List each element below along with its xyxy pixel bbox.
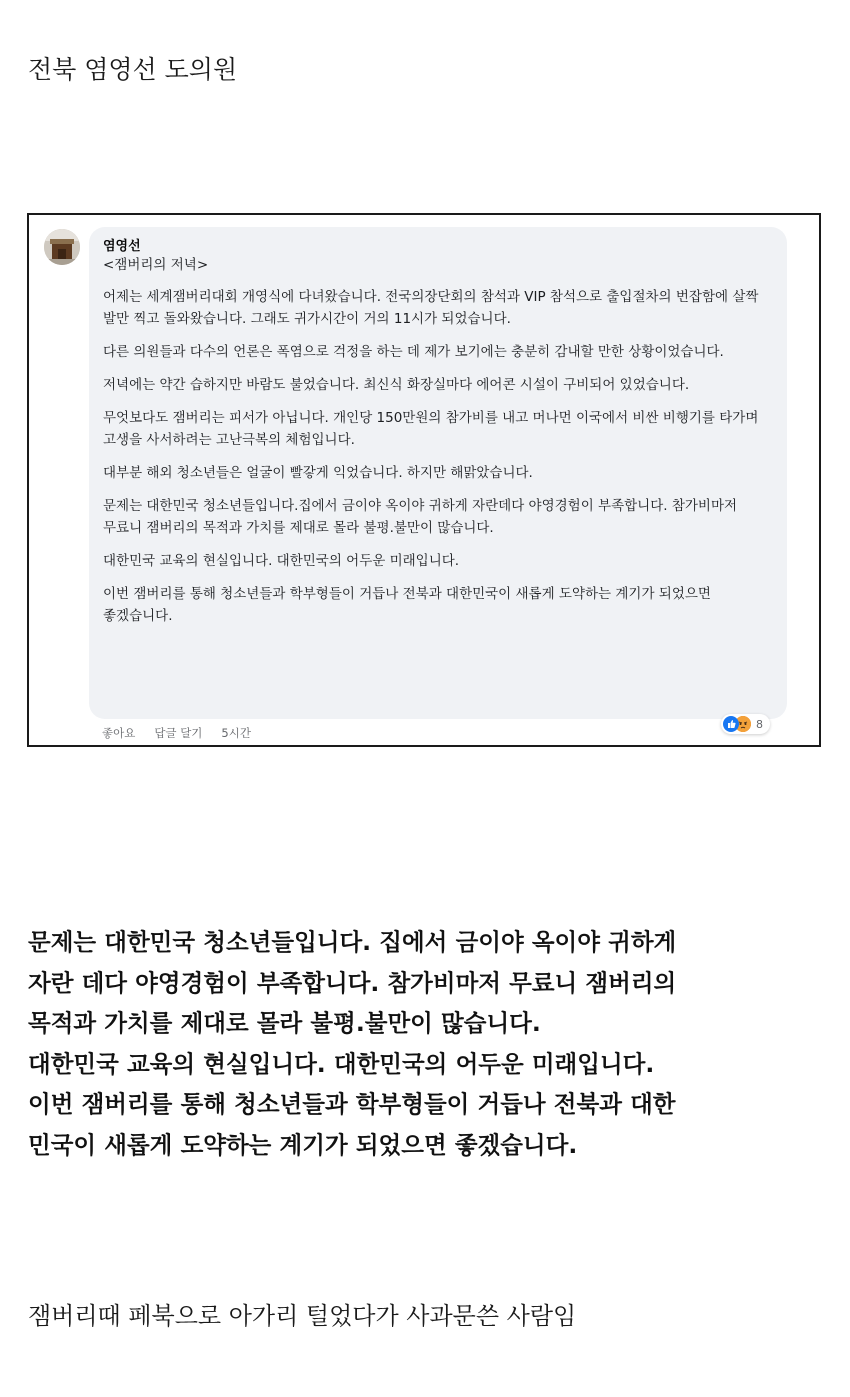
avatar-image <box>44 229 80 265</box>
quote-line: 이번 잼버리를 통해 청소년들과 학부형들이 거듭나 전북과 대한 <box>28 1090 676 1118</box>
quote-line: 민국이 새롭게 도약하는 계기가 되었으면 좋겠습니다. <box>28 1130 578 1159</box>
comment-paragraph: 다른 의원들과 다수의 언론은 폭염으로 걱정을 하는 데 제가 보기에는 충분히 감내할 만한 상황이었습니다. <box>103 344 724 360</box>
avatar[interactable] <box>44 229 80 265</box>
comment-paragraph: 이번 잼버리를 통해 청소년들과 학부형들이 거듭나 전북과 대한민국이 새롭게 도약하는 계기가 되었으면 좋겠습니다. <box>103 586 711 624</box>
comment-title: <잼버리의 저녁> <box>103 257 209 273</box>
comment-author[interactable]: 염영선 <box>103 239 141 254</box>
facebook-comment-screenshot <box>27 213 821 747</box>
footer-comment: 잼버리때 페북으로 아가리 털었다가 사과문쓴 사람임 <box>28 1302 577 1330</box>
quote-line: 문제는 대한민국 청소년들입니다. 집에서 금이야 옥이야 귀하게 <box>28 928 677 956</box>
comment-bubble <box>89 227 787 719</box>
reaction-summary[interactable] <box>721 714 770 734</box>
quote-line: 목적과 가치를 제대로 몰라 불평.불만이 많습니다. <box>28 1009 541 1037</box>
comment-timestamp[interactable]: 5시간 <box>221 726 251 740</box>
comment-actions <box>102 725 270 741</box>
comment-paragraph: 어제는 세계잼버리대회 개영식에 다녀왔습니다. 전국의장단회의 참석과 VIP 참석으로 출입절차의 번잡함에 살짝 발만 찍고 돌와왔습니다. 그래도 귀가시간이 거의 11시가 되었습니다. <box>103 289 759 327</box>
like-reaction-icon <box>723 716 739 732</box>
quoted-excerpt <box>28 922 818 1165</box>
reaction-count: 8 <box>756 717 763 731</box>
quote-line: 대한민국 교육의 현실입니다. 대한민국의 어두운 미래입니다. <box>28 1049 655 1078</box>
comment-paragraph: 대부분 해외 청소년들은 얼굴이 빨갛게 익었습니다. 하지만 해맑았습니다. <box>103 465 533 481</box>
comment-paragraph: 대한민국 교육의 현실입니다. 대한민국의 어두운 미래입니다. <box>103 553 460 569</box>
comment-paragraph: 저녁에는 약간 습하지만 바람도 불었습니다. 최신식 화장실마다 에어콘 시설이 구비되어 있었습니다. <box>103 377 690 393</box>
comment-paragraph: 문제는 대한민국 청소년들입니다.집에서 금이야 옥이야 귀하게 자란데다 야영경험이 부족합니다. 참가비마저 무료니 잼버리의 목적과 가치를 제대로 몰라 불평.불만이 많습니다. <box>103 498 738 536</box>
like-button[interactable]: 좋아요 <box>102 726 136 740</box>
quote-line: 자란 데다 야영경험이 부족합니다. 참가비마저 무료니 잼버리의 <box>28 968 677 997</box>
comment-paragraph: 무엇보다도 잼버리는 피서가 아닙니다. 개인당 150만원의 참가비를 내고 머나먼 이국에서 비싼 비행기를 타가며 고생을 사서하려는 고난극복의 체험입니다. <box>103 410 759 448</box>
page-heading: 전북 염영선 도의원 <box>28 55 238 84</box>
reply-button[interactable]: 답글 달기 <box>154 726 203 740</box>
